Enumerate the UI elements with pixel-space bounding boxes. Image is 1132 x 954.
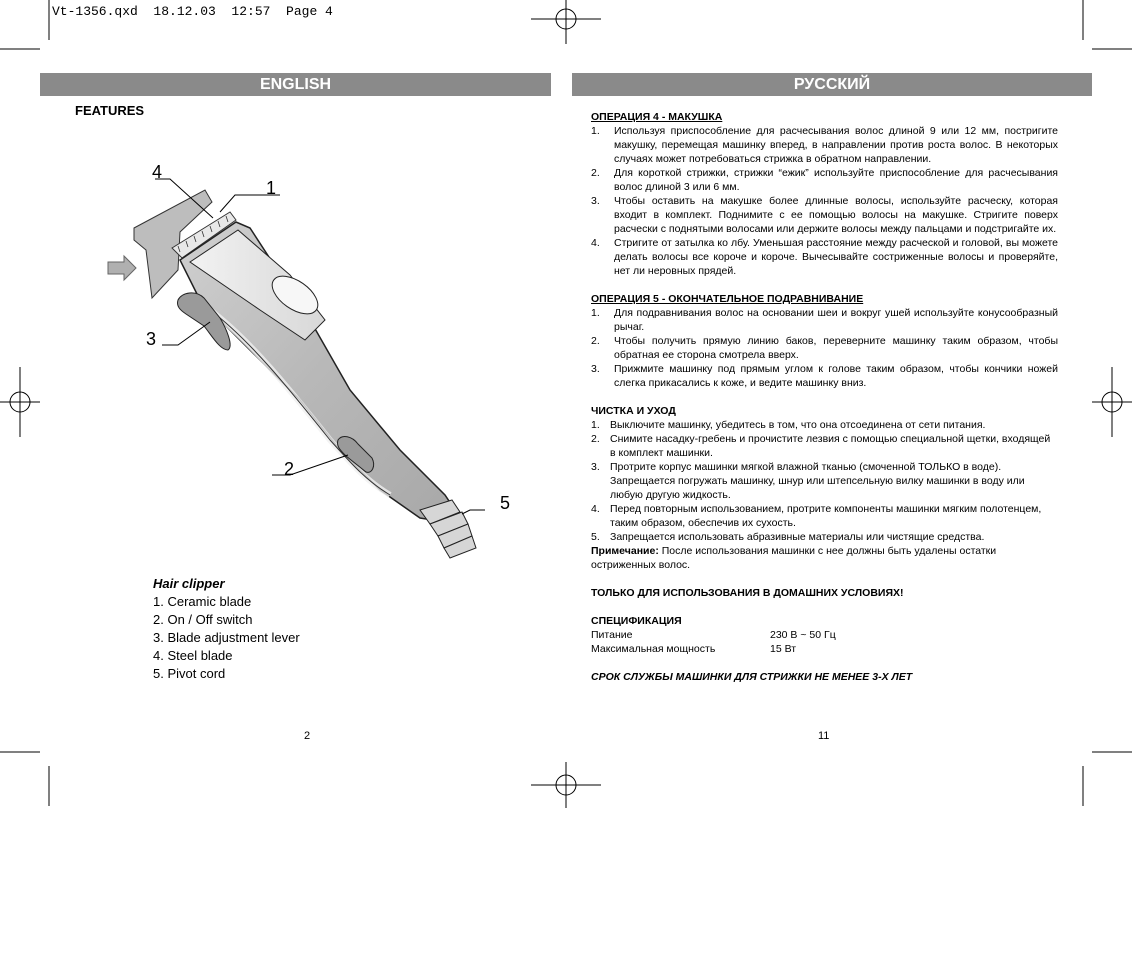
band-english: ENGLISH xyxy=(40,73,551,96)
pivot-cord xyxy=(420,500,476,558)
callout-4: 4 xyxy=(152,162,163,182)
care-note: Примечание: После использования машинки с нее должны быть удалены остатки остриженных волос. xyxy=(591,545,997,571)
spec-row: Максимальная мощность 15 Вт xyxy=(591,643,797,655)
list-item: 3. Чтобы оставить на макушке более длинные волосы, используйте расческу, которая входит в комплект. Поднимите с ее помощью волосы на макушке. Стригите поверх расчески с поднятыми волосами или держите волосы между пальцами и подстригайте их. xyxy=(591,195,1058,235)
list-item: 4. Стригите от затылка ко лбу. Уменьшая расстояние между расческой и головой, вы можете делать волосы все короче и короче. Вычесывайте состриженные волосы и проверяйте, нет ли неровных прядей. xyxy=(591,237,1058,277)
callout-1: 1 xyxy=(266,178,277,198)
part-item: 1. Ceramic blade xyxy=(153,594,252,609)
page-number-left: 2 xyxy=(304,730,311,742)
registration-mark-top xyxy=(531,0,601,44)
list-item: 3. Протрите корпус машинки мягкой влажной тканью (смоченной ТОЛЬКО в воде). Запрещается погружать машинку, шнур или штепсельную вилку машинки в воду или любую другую жидкость. xyxy=(591,461,1025,501)
list-item: 2. Чтобы получить прямую линию баков, переверните машинку таким образом, чтобы обратная ее сторона смотрела вверх. xyxy=(591,335,1058,361)
parts-list xyxy=(153,575,300,683)
registration-mark-right xyxy=(1092,367,1132,437)
page-number-right: 11 xyxy=(818,730,830,742)
spec-row: Питание 230 В ~ 50 Гц xyxy=(591,629,836,641)
part-item: 4. Steel blade xyxy=(153,648,233,663)
care-title: ЧИСТКА И УХОД xyxy=(591,405,676,417)
print-header: Vt-1356.qxd 18.12.03 12:57 Page 4 xyxy=(52,4,333,19)
callout-5: 5 xyxy=(500,493,511,513)
parts-title: Hair clipper xyxy=(153,576,225,591)
registration-mark-left xyxy=(0,367,40,437)
russian-content xyxy=(591,110,1058,684)
list-item: 5. Запрещается использовать абразивные материалы или чистящие средства. xyxy=(591,531,985,543)
home-use-notice: ТОЛЬКО ДЛЯ ИСПОЛЬЗОВАНИЯ В ДОМАШНИХ УСЛОВИЯХ! xyxy=(591,587,904,599)
callout-3: 3 xyxy=(146,329,157,349)
list-item: 2. Снимите насадку-гребень и прочистите лезвия с помощью специальной щетки, входящей в комплект машинки. xyxy=(591,433,1051,459)
callout-2: 2 xyxy=(284,459,295,479)
list-item: 1. Выключите машинку, убедитесь в том, что она отсоединена от сети питания. xyxy=(591,419,986,431)
op5-title: ОПЕРАЦИЯ 5 - ОКОНЧАТЕЛЬНОЕ ПОДРАВНИВАНИЕ xyxy=(591,293,864,305)
direction-arrow-icon xyxy=(108,256,136,280)
list-item: 2. Для короткой стрижки, стрижки “ежик” используйте приспособление для расчесывания волос длиной 3 или 6 мм. xyxy=(591,167,1058,193)
list-item: 4. Перед повторным использованием, протрите компоненты машинки мягким полотенцем, таким образом, обеспечив их сухость. xyxy=(591,503,1042,529)
hair-clipper-illustration xyxy=(100,150,530,570)
service-life: СРОК СЛУЖБЫ МАШИНКИ ДЛЯ СТРИЖКИ НЕ МЕНЕЕ 3-Х ЛЕТ xyxy=(591,671,913,683)
list-item: 1. Для подравнивания волос на основании шеи и вокруг ушей используйте конусообразный рычаг. xyxy=(591,307,1058,333)
part-item: 3. Blade adjustment lever xyxy=(153,630,300,645)
part-item: 5. Pivot cord xyxy=(153,666,226,681)
features-heading: FEATURES xyxy=(75,103,145,118)
band-russian: РУССКИЙ xyxy=(572,73,1092,96)
list-item: 1. Используя приспособление для расчесывания волос длиной 9 или 12 мм, постригите макушку, перемещая машинку вперед, в направлении против роста волос. В некоторых случаях может потребоваться стрижка в обратном направлении. xyxy=(591,125,1058,165)
list-item: 3. Прижмите машинку под прямым углом к голове таким образом, чтобы кончики ножей слегка прикасались к коже, и ведите машинку вниз. xyxy=(591,363,1058,389)
spec-title: СПЕЦИФИКАЦИЯ xyxy=(591,615,682,627)
part-item: 2. On / Off switch xyxy=(153,612,253,627)
op4-title: ОПЕРАЦИЯ 4 - МАКУШКА xyxy=(591,111,723,123)
registration-mark-bottom xyxy=(531,762,601,808)
